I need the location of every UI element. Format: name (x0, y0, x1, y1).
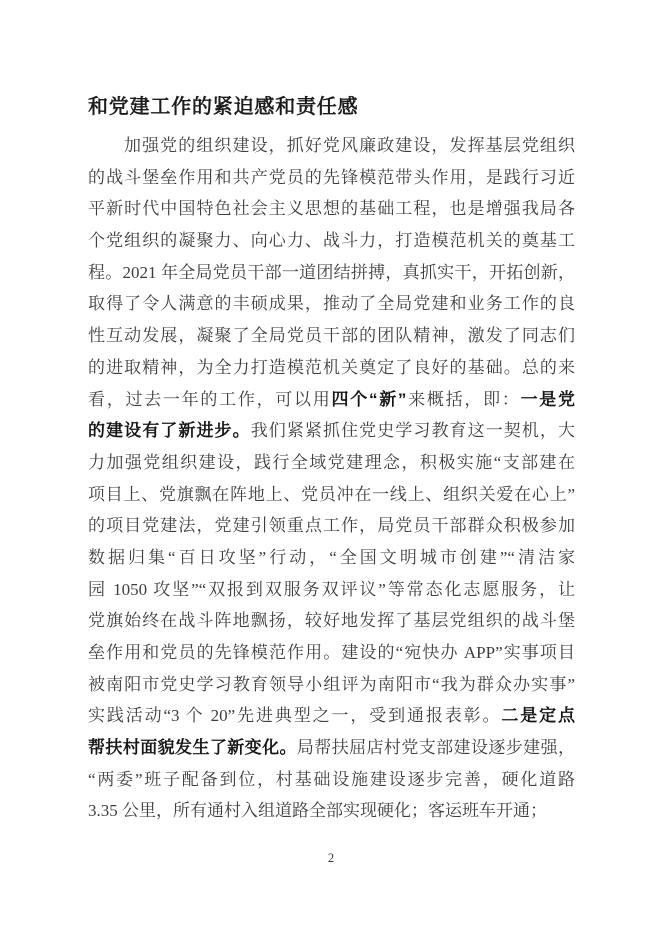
text-line (88, 510, 575, 542)
body-text (88, 130, 575, 827)
text-line (88, 384, 575, 416)
body-text-segment: 的战斗堡垒作用和共产党员的先锋模范带头作用，是践行习近 (88, 167, 575, 187)
emphasis-text: 二是定点 (501, 706, 575, 726)
body-text-segment: 3.35 公里，所有通村入组道路全部实现硬化；客运班车开通； (88, 801, 547, 821)
text-line (88, 320, 575, 352)
page-number: 2 (327, 851, 335, 865)
text-line (88, 605, 575, 637)
emphasis-text: 的建设有了新进步。 (88, 421, 251, 441)
body-text-segment: “两委”班子配备到位，村基础设施建设逐步完善，硬化道路 (88, 769, 575, 789)
emphasis-text: 一是党 (520, 389, 575, 409)
text-line (88, 795, 575, 827)
text-line (88, 352, 575, 384)
text-line (88, 225, 575, 257)
text-line (88, 700, 575, 732)
body-text-segment: 实践活动“3 个 20”先进典型之一，受到通报表彰。 (88, 706, 502, 726)
text-line (88, 574, 575, 606)
text-line (88, 415, 575, 447)
text-line (88, 193, 575, 225)
text-line (88, 479, 575, 511)
text-line (88, 669, 575, 701)
body-text-segment: 党旗始终在战斗阵地飘扬，较好地发挥了基层党组织的战斗堡 (88, 611, 575, 631)
body-text-segment: 性互动发展，凝聚了全局党员干部的团队精神，激发了同志们 (88, 326, 575, 346)
text-line (88, 288, 575, 320)
section-heading: 和党建工作的紧迫感和责任感 (88, 96, 359, 118)
text-line (88, 447, 575, 479)
body-text-segment: 局帮扶屈店村党支部建设逐步建强， (296, 738, 575, 758)
emphasis-text: 帮扶村面貌发生了新变化。 (88, 738, 297, 758)
body-text-segment: 的项目党建法，党建引领重点工作，局党员干部群众积极参加 (88, 516, 575, 536)
body-text-segment: 数据归集“百日攻坚”行动，“全国文明城市创建”“清洁家 (88, 547, 575, 567)
body-text-segment: 来概括，即： (406, 389, 521, 409)
body-text-segment: 垒作用和党员的先锋模范作用。建设的“宛快办 APP”实事项目 (88, 643, 575, 662)
text-line (88, 637, 575, 669)
body-text-segment: 我们紧紧抓住党史学习教育这一契机，大 (250, 421, 575, 441)
emphasis-text: 四个“新” (331, 389, 407, 409)
text-line (88, 257, 575, 289)
body-text-segment: 个党组织的凝聚力、向心力、战斗力，打造模范机关的奠基工 (88, 231, 575, 251)
body-text-segment: 看，过去一年的工作，可以用 (88, 389, 332, 409)
body-text-segment: 项目上、党旗飘在阵地上、党员冲在一线上、组织关爱在心上” (88, 484, 575, 504)
body-text-segment: 加强党的组织建设，抓好党风廉政建设，发挥基层党组织 (124, 136, 575, 155)
body-text-segment: 力加强党组织建设，践行全域党建理念，积极实施“支部建在 (88, 452, 575, 472)
body-text-segment: 程。2021 年全局党员干部一道团结拼搏，真抓实干，开拓创新， (88, 262, 575, 282)
text-line (88, 130, 575, 162)
text-line (88, 764, 575, 796)
body-text-segment: 的进取精神，为全力打造模范机关奠定了良好的基础。总的来 (88, 357, 575, 377)
text-line (88, 162, 575, 194)
body-text-segment: 园 1050 攻坚”“双报到双服务双评议”等常态化志愿服务，让 (88, 579, 575, 599)
body-text-segment: 被南阳市党史学习教育领导小组评为南阳市“我为群众办实事” (88, 674, 575, 694)
text-line (88, 542, 575, 574)
text-line (88, 732, 575, 764)
body-text-segment: 取得了令人满意的丰硕成果，推动了全局党建和业务工作的良 (88, 294, 575, 314)
body-text-segment: 平新时代中国特色社会主义思想的基础工程，也是增强我局各 (88, 199, 575, 219)
